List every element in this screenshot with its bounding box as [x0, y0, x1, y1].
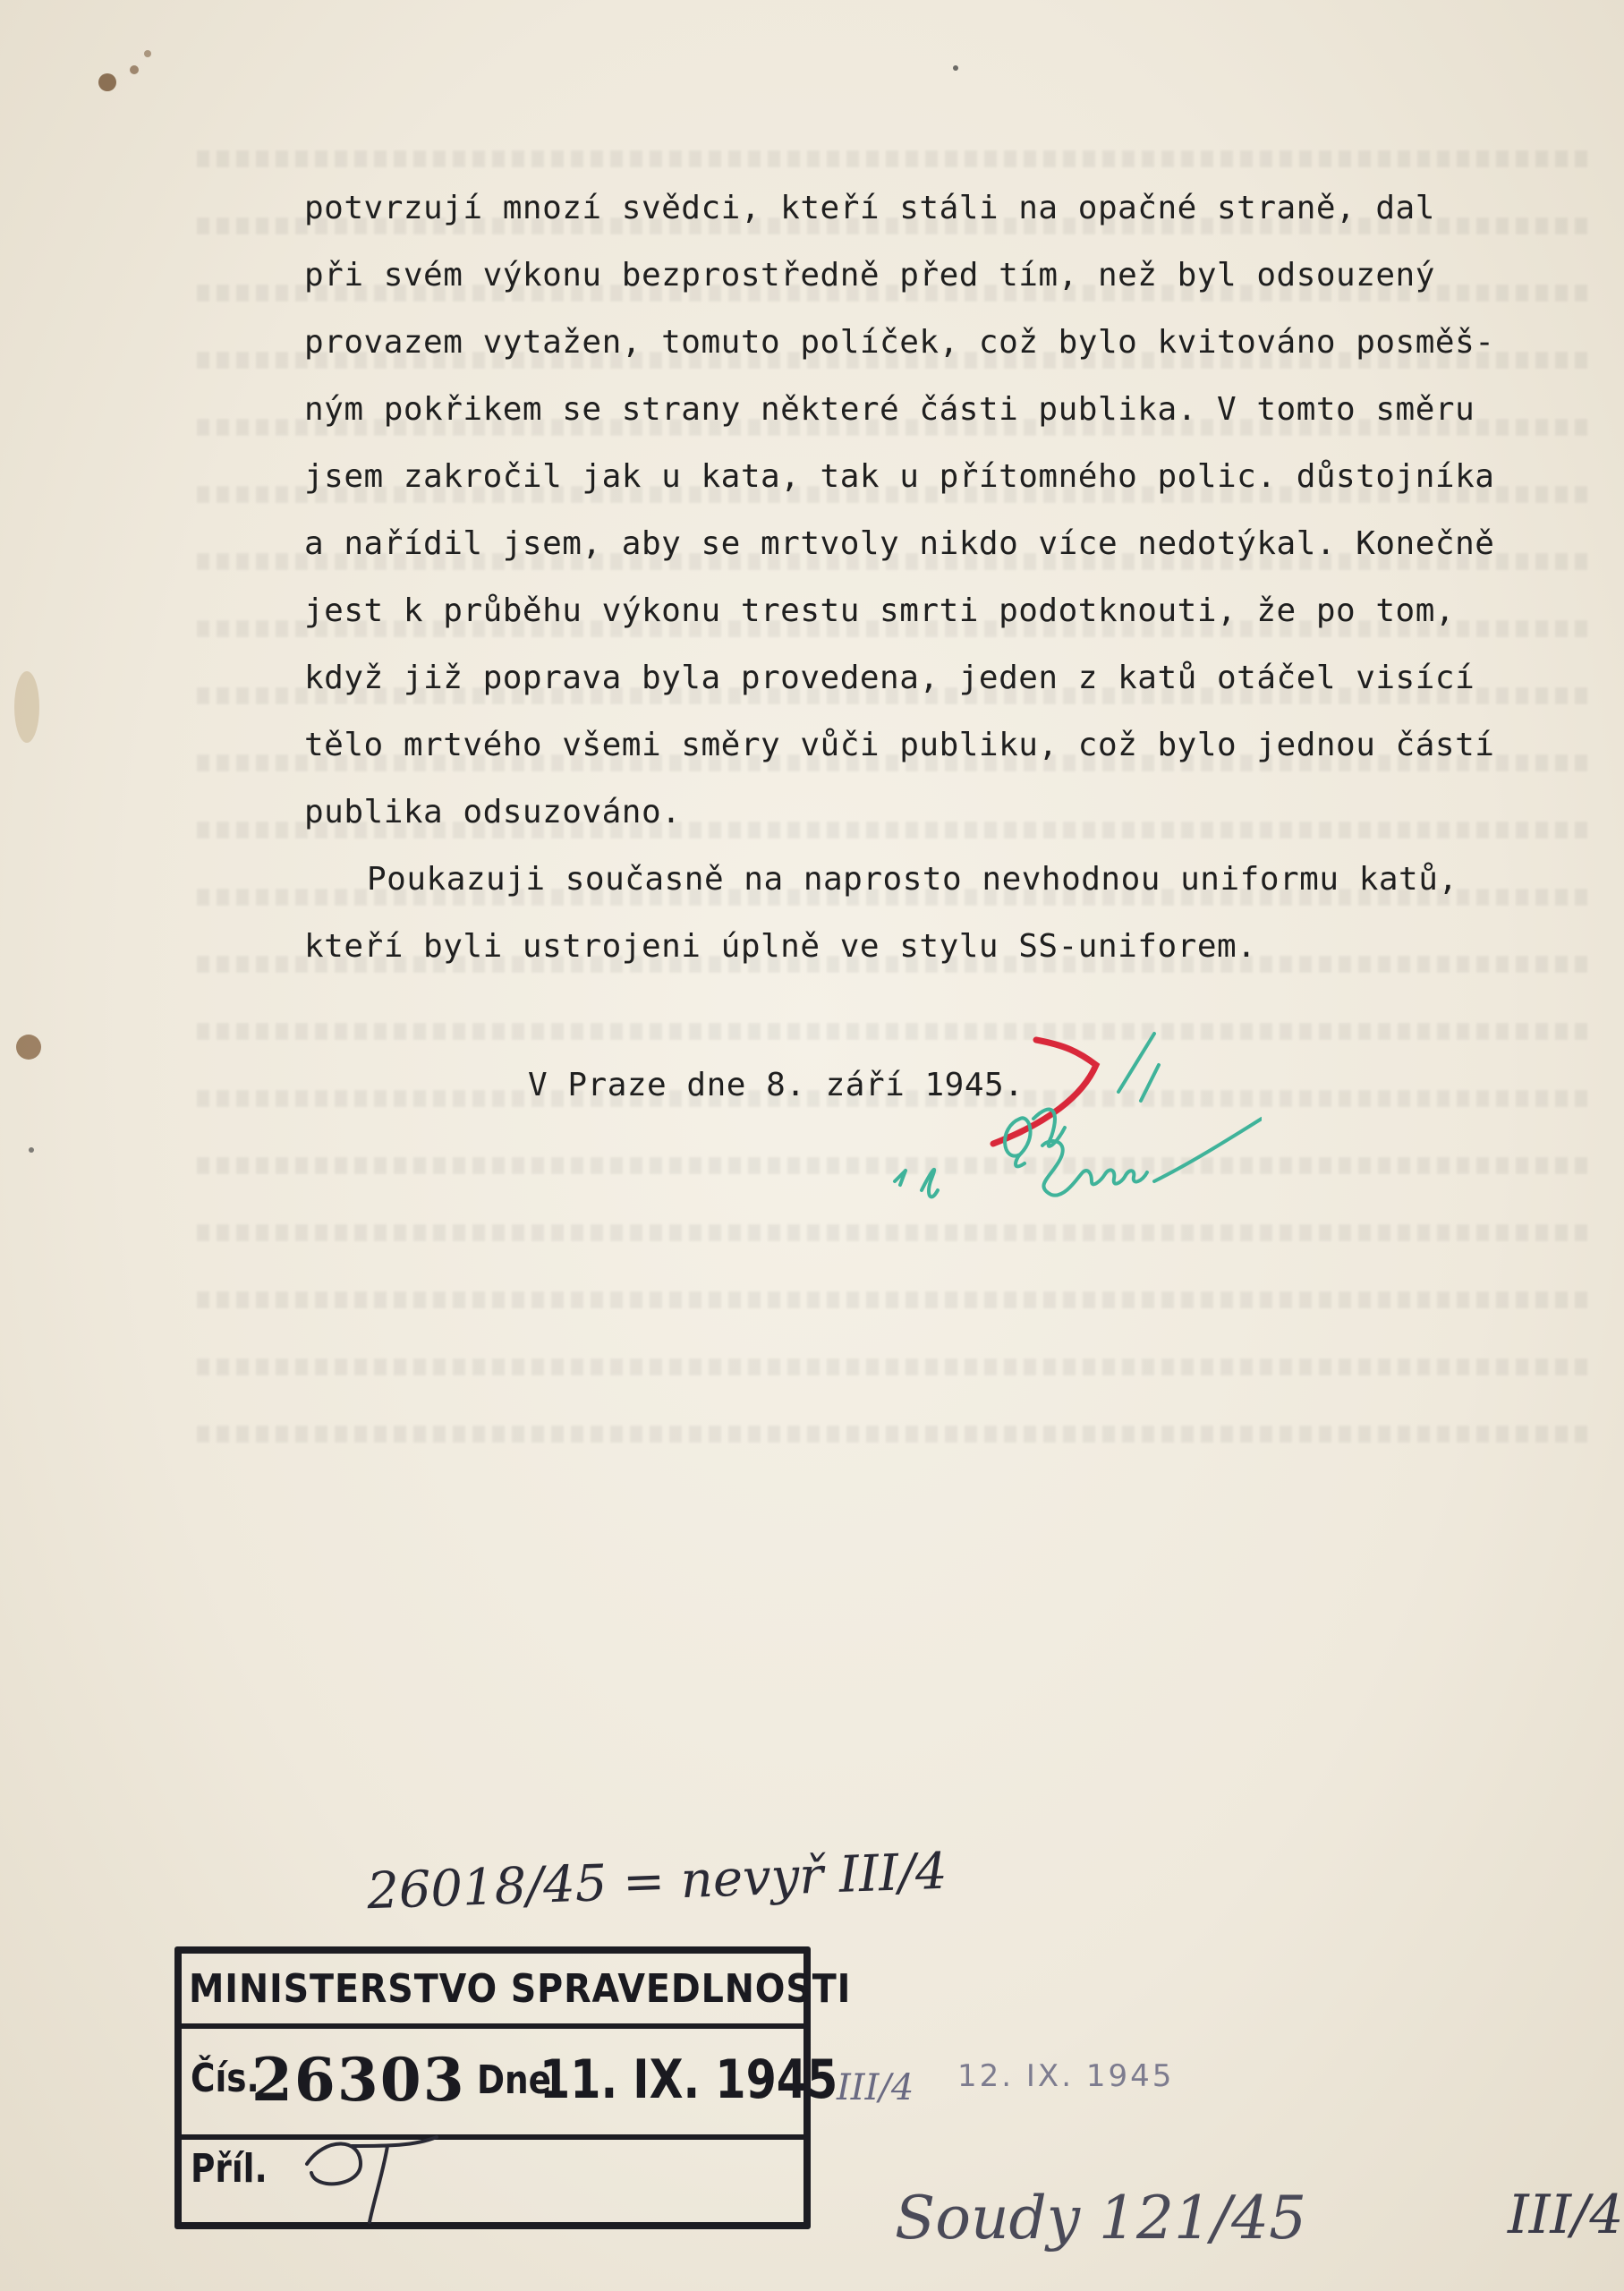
- body-line: tělo mrtvého všemi směry vůči publiku, což bylo jednou částí: [304, 727, 1495, 763]
- ministry-stamp: [174, 1946, 852, 2229]
- stamp-dne-label: Dne: [477, 2057, 552, 2103]
- bottom-note: Soudy 121/45: [895, 2184, 1307, 2253]
- faint-mark: III/4: [837, 2067, 914, 2108]
- paragraph-line: Poukazuji současně na naprosto nevhodnou uniformu katů,: [367, 861, 1458, 898]
- body-line: a nařídil jsem, aby se mrtvoly nikdo více nedotýkal. Konečně: [304, 525, 1495, 562]
- bottom-right-mark: III/4: [1508, 2184, 1624, 2246]
- signature-scribble: [886, 1020, 1262, 1253]
- dateline: V Praze dne 8. září 1945.: [528, 1067, 1025, 1103]
- stamp-pril-label: Příl.: [191, 2146, 268, 2192]
- stamp-cis-label: Čís.: [191, 2056, 259, 2101]
- body-line: při svém výkonu bezprostředně před tím, než byl odsouzený: [304, 257, 1435, 294]
- stamp-title: MINISTERSTVO SPRAVEDLNOSTI: [189, 1966, 852, 2012]
- body-line: jest k průběhu výkonu trestu smrti podotknouti, že po tom,: [304, 592, 1456, 629]
- paragraph-line: kteří byli ustrojeni úplně ve stylu SS-uniforem.: [304, 928, 1257, 965]
- handwritten-reference: 26018/45 = nevyř III/4: [366, 1842, 948, 1921]
- body-line: jsem zakročil jak u kata, tak u přítomného polic. důstojníka: [304, 458, 1495, 495]
- body-line: potvrzují mnozí svědci, kteří stáli na opačné straně, dal: [304, 190, 1435, 226]
- stamp-number-row: [182, 2023, 838, 2140]
- body-line: když již poprava byla provedena, jeden z katů otáčel visící: [304, 660, 1475, 696]
- signature: [886, 1020, 1262, 1253]
- stamp-pril-scribble: [289, 2128, 468, 2227]
- body-line: provazem vytažen, tomuto políček, což bylo kvitováno posměš-: [304, 324, 1495, 361]
- body-line: ným pokřikem se strany některé části publika. V tomto směru: [304, 391, 1475, 428]
- body-line: publika odsuzováno.: [304, 794, 682, 830]
- faint-stamped-date: 12. IX. 1945: [957, 2058, 1175, 2094]
- stamp-date: 11. IX. 1945: [540, 2048, 838, 2111]
- stamp-cis-number: 26303: [251, 2045, 466, 2115]
